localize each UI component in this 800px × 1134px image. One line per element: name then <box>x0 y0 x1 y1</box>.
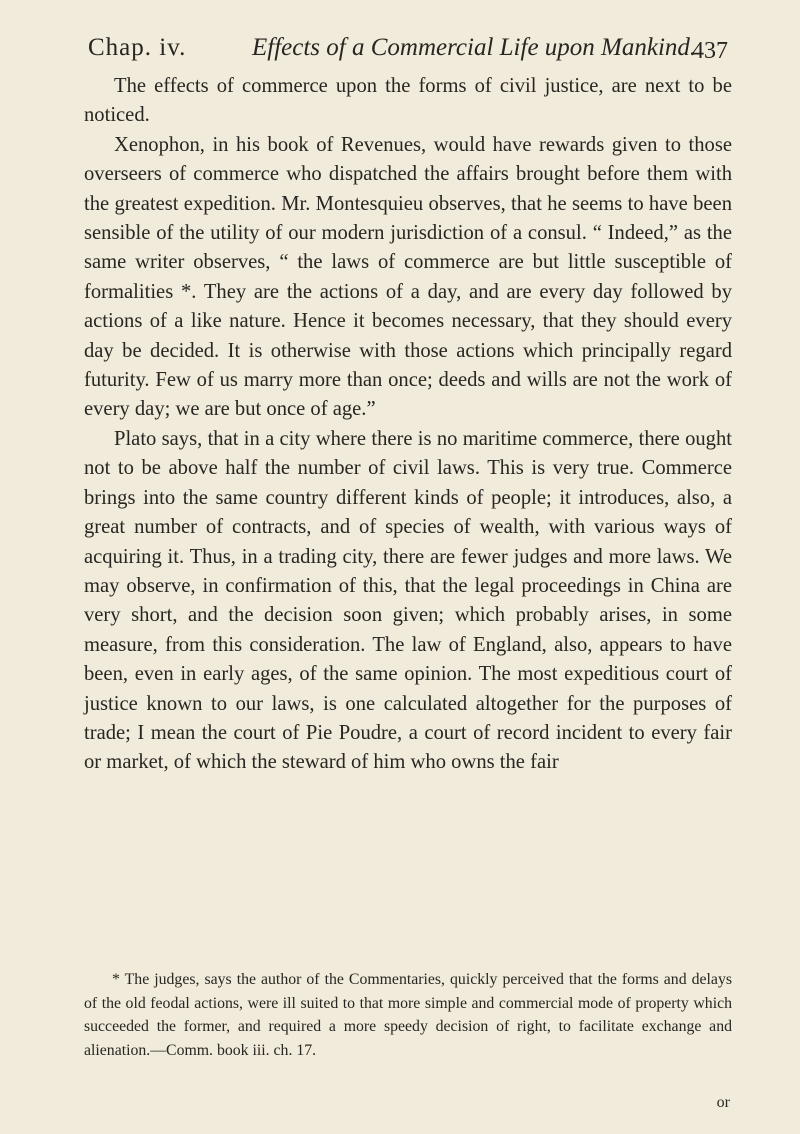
paragraph: Xenophon, in his book of Revenues, would have rewards given to those overseers of commerce who dispatched the affairs brought before them with the greatest expedition. Mr. Montesquieu observes, that he seems to have been sensible of the utility of our modern jurisdiction of a consul. “ Indeed,” as the same writer observes, “ the laws of commerce are but little susceptible of formalities *. They are the actions of a day, and are every day followed by actions of a like nature. Hence it becomes necessary, that they should every day be decided. It is otherwise with those actions which principally regard futurity. Few of us marry more than once; deeds and wills are not the work of every day; we are but once of age.” <box>84 133 732 421</box>
page-number: 437 <box>692 38 728 64</box>
running-title: Effects of a Commercial Life upon Mankind. <box>252 34 697 61</box>
running-head <box>88 34 728 70</box>
chapter-label: Chap. iv. <box>88 34 187 61</box>
footnote <box>84 968 732 1062</box>
paragraph: The effects of commerce upon the forms of civil justice, are next to be noticed. <box>84 75 732 127</box>
body-text <box>84 72 732 778</box>
catchword: or <box>716 1094 730 1111</box>
footnote-text: * The judges, says the author of the Commentaries, quickly perceived that the forms and delays of the old feodal actions, were ill suited to that more simple and commercial mode of property which succeeded the former, and required a more speedy decision of right, to facilitate exchange and alienation.—Comm. book iii. ch. 17. <box>84 971 732 1059</box>
paragraph: Plato says, that in a city where there is no maritime commerce, there ought not to be above half the number of civil laws. This is very true. Commerce brings into the same country different kinds of people; it introduces, also, a great number of contracts, and of species of wealth, with various ways of acquiring it. Thus, in a trading city, there are fewer judges and more laws. We may observe, in confirmation of this, that the legal proceedings in China are very short, and the decision soon given; which probably arises, in some measure, from this consideration. The law of England, also, appears to have been, even in early ages, of the same opinion. The most expeditious court of justice known to our laws, is one calculated altogether for the purposes of trade; I mean the court of Pie Poudre, a court of record incident to every fair or market, of which the steward of him who owns the fair <box>84 427 732 774</box>
